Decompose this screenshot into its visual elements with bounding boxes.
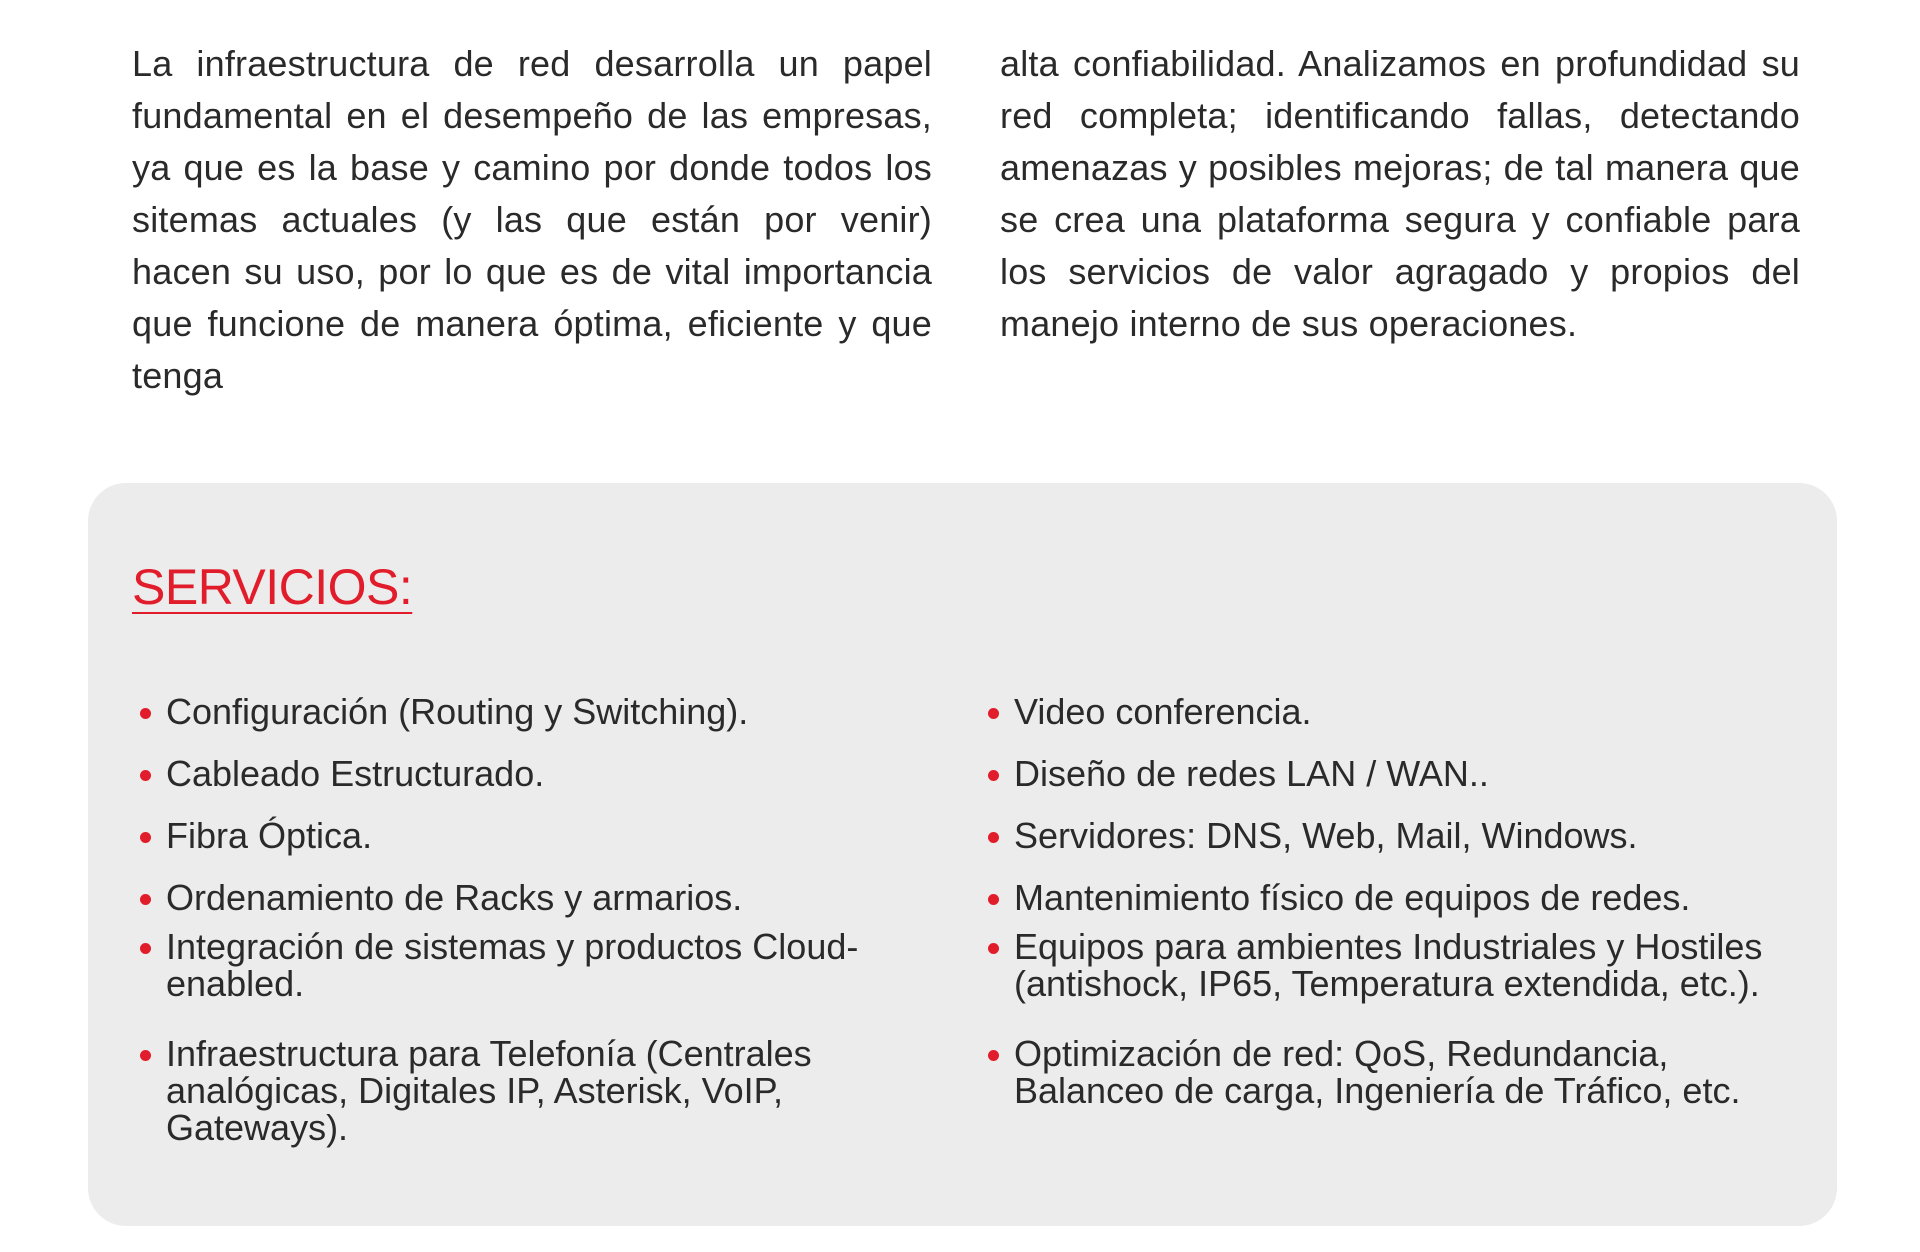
services-list-right	[986, 693, 1806, 1109]
services-panel	[88, 483, 1837, 1226]
bullet-icon	[988, 708, 999, 719]
bullet-icon	[988, 770, 999, 781]
list-item	[986, 928, 1806, 1002]
intro-section	[132, 38, 1800, 402]
service-label: Mantenimiento físico de equipos de redes.	[1014, 877, 1691, 918]
bullet-icon	[140, 770, 151, 781]
intro-paragraph-right: alta confiabilidad. Analizamos en profundidad su red completa; identificando fallas, detectando amenazas y posibles mejoras; de tal manera que se crea una plataforma segura y confiable para los servicios de valor agragado y propios del manejo interno de sus operaciones.	[1000, 43, 1800, 344]
list-item	[986, 1035, 1806, 1109]
service-label: Optimización de red: QoS, Redundancia, Balanceo de carga, Ingeniería de Tráfico, etc.	[1014, 1033, 1741, 1111]
list-item	[986, 755, 1806, 792]
bullet-icon	[140, 894, 151, 905]
service-label: Infraestructura para Telefonía (Centrales analógicas, Digitales IP, Asterisk, VoIP, Gateways).	[166, 1033, 812, 1148]
list-item	[138, 755, 938, 792]
list-item	[138, 817, 938, 854]
list-item	[986, 879, 1806, 916]
bullet-icon	[140, 708, 151, 719]
list-item	[138, 879, 938, 916]
service-label: Configuración (Routing y Switching).	[166, 691, 749, 732]
service-label: Equipos para ambientes Industriales y Hostiles (antishock, IP65, Temperatura extendida, etc.).	[1014, 926, 1763, 1004]
list-item	[986, 817, 1806, 854]
intro-paragraph-left: La infraestructura de red desarrolla un papel fundamental en el desempeño de las empresas, ya que es la base y camino por donde todos los sitemas actuales (y las que están por venir) hacen su uso, por lo que es de vital importancia que funcione de manera óptima, eficiente y que tenga	[132, 43, 932, 396]
bullet-icon	[140, 1050, 151, 1061]
list-item	[138, 1035, 938, 1146]
service-label: Diseño de redes LAN / WAN..	[1014, 753, 1489, 794]
list-item	[138, 693, 938, 730]
service-label: Integración de sistemas y productos Cloud-enabled.	[166, 926, 859, 1004]
list-item	[986, 693, 1806, 730]
services-title: SERVICIOS:	[132, 559, 413, 615]
list-item	[138, 928, 938, 1002]
bullet-icon	[988, 832, 999, 843]
bullet-icon	[140, 943, 151, 954]
bullet-icon	[988, 894, 999, 905]
service-label: Fibra Óptica.	[166, 815, 373, 856]
bullet-icon	[988, 1050, 999, 1061]
bullet-icon	[988, 943, 999, 954]
service-label: Video conferencia.	[1014, 691, 1312, 732]
services-list-left	[138, 693, 938, 1146]
bullet-icon	[140, 832, 151, 843]
service-label: Ordenamiento de Racks y armarios.	[166, 877, 743, 918]
service-label: Servidores: DNS, Web, Mail, Windows.	[1014, 815, 1638, 856]
service-label: Cableado Estructurado.	[166, 753, 545, 794]
